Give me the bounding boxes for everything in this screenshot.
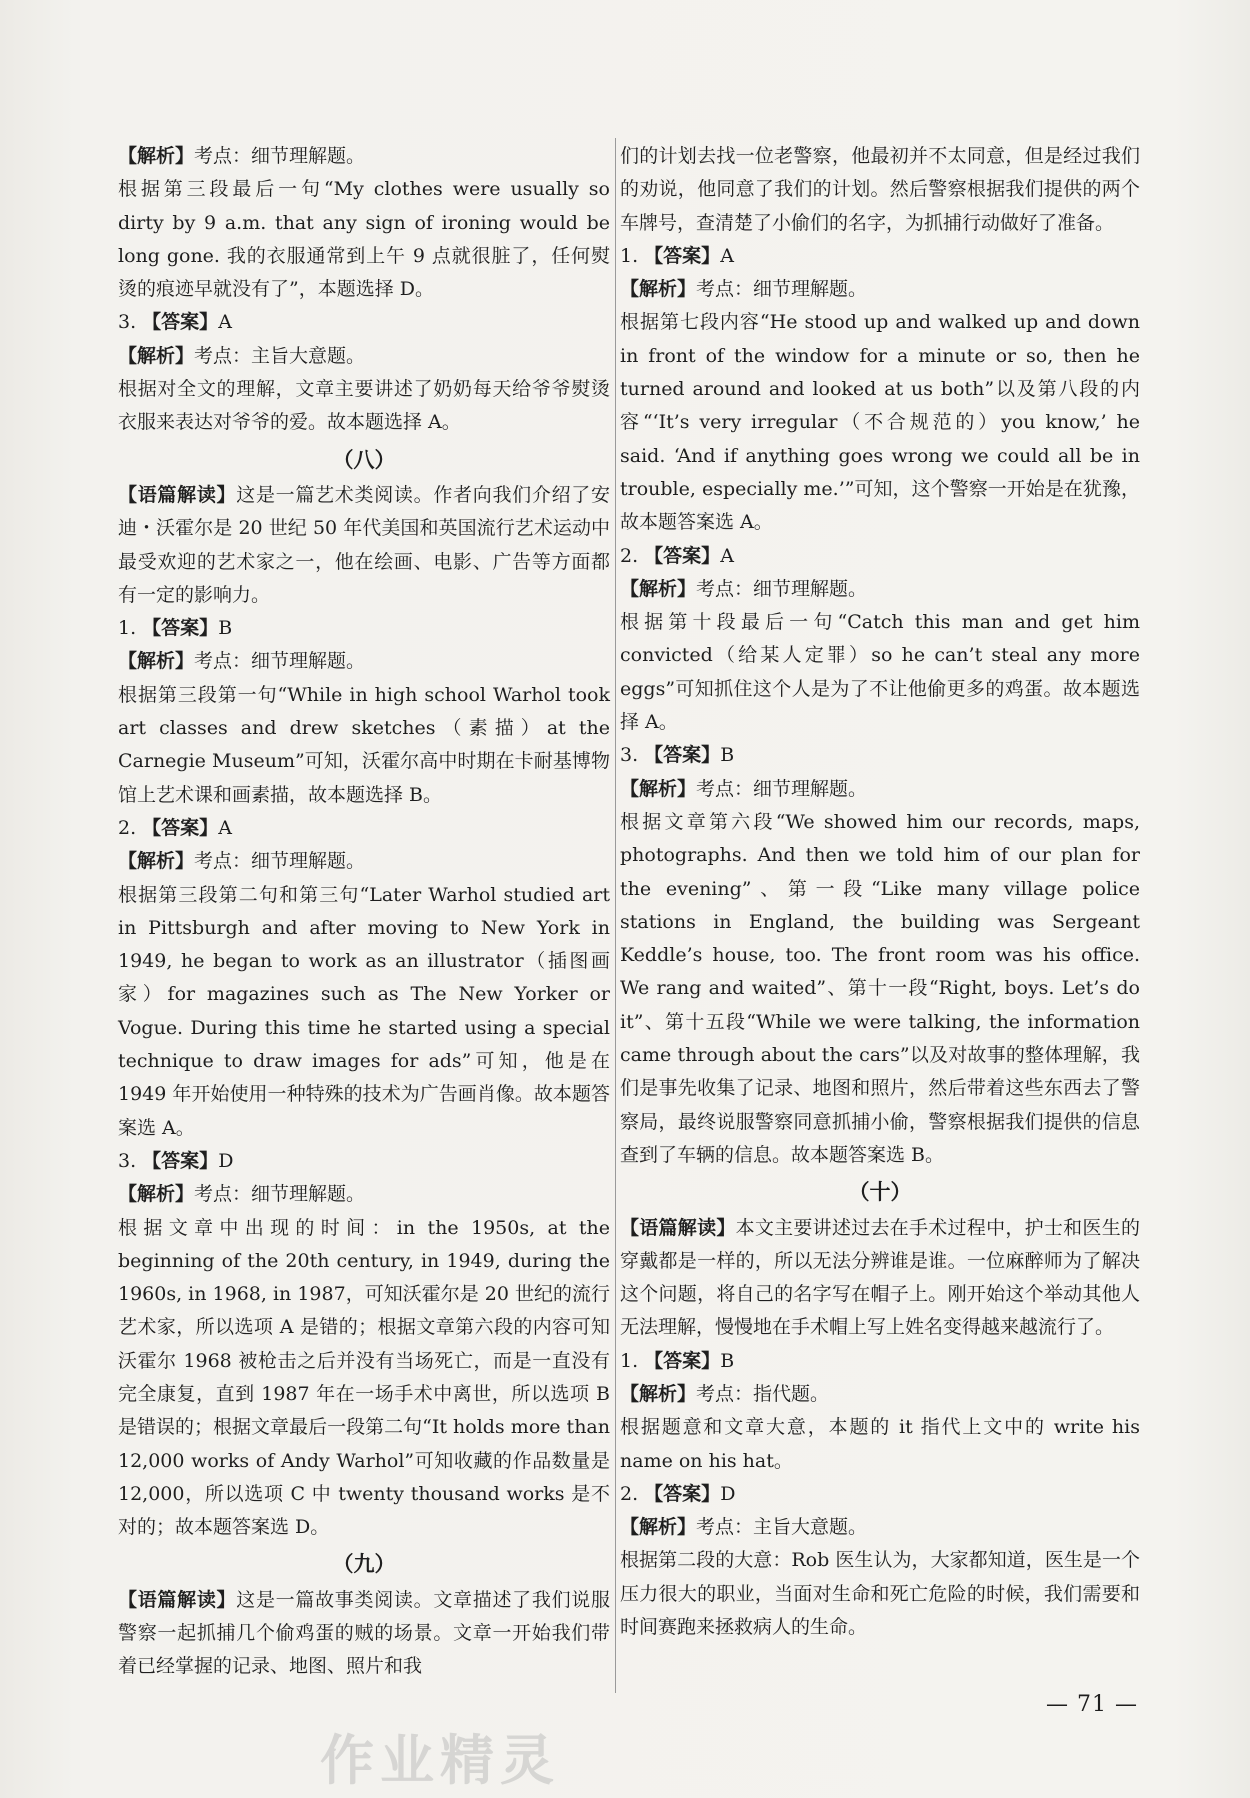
paragraph-text: B bbox=[720, 744, 735, 767]
paragraph bbox=[118, 1145, 610, 1178]
paragraph-text: B bbox=[720, 1349, 735, 1372]
paragraph-text: 根据第三段第一句“While in high school Warhol took art classes and drew sketches（素描）at the Carnegie Museum”可知，沃霍尔高中时期在卡耐基博物馆上艺术课和画素描，故本题选择 B。 bbox=[118, 683, 610, 806]
paragraph-text: 这是一篇故事类阅读。文章描述了我们说服警察一起抓捕几个偷鸡蛋的贼的场景。文章一开始我们带着已经掌握的记录、地图、照片和我 bbox=[118, 1588, 610, 1678]
paragraph-text: 根据第三段最后一句“My clothes were usually so dirty by 9 a.m. that any sign of ironing would be long gone. 我的衣服通常到上午 9 点就很脏了，任何熨烫的痕迹早就没有了”，本题选择 D。 bbox=[118, 178, 610, 301]
bracket-label: 【解析】 bbox=[118, 145, 195, 167]
bracket-label: 【解析】 bbox=[620, 577, 697, 600]
bracket-label: 【解析】 bbox=[118, 850, 195, 873]
right-column bbox=[620, 140, 1140, 1644]
bracket-label: 【答案】 bbox=[142, 617, 219, 640]
paragraph bbox=[620, 306, 1140, 539]
paragraph-text: 2. bbox=[118, 816, 143, 839]
paragraph bbox=[118, 306, 610, 339]
paragraph bbox=[620, 1478, 1140, 1511]
paragraph-text: 考点：指代题。 bbox=[696, 1382, 830, 1405]
bracket-label: 【语篇解读】 bbox=[118, 1588, 237, 1611]
left-column bbox=[118, 140, 610, 1684]
paragraph-text: 考点：细节理解题。 bbox=[696, 777, 868, 800]
paragraph bbox=[620, 1511, 1140, 1544]
paragraph bbox=[118, 612, 610, 645]
bracket-label: 【解析】 bbox=[620, 1382, 697, 1405]
paragraph bbox=[118, 879, 610, 1145]
bracket-label: 【解析】 bbox=[118, 650, 195, 673]
paragraph-text: 根据题意和文章大意，本题的 it 指代上文中的 write his name on his hat。 bbox=[620, 1416, 1140, 1472]
paragraph bbox=[118, 845, 610, 878]
paragraph-text: 这是一篇艺术类阅读。作者向我们介绍了安迪・沃霍尔是 20 世纪 50 年代美国和英国流行艺术运动中最受欢迎的艺术家之一，他在绘画、电影、广告等方面都有一定的影响力。 bbox=[118, 483, 610, 606]
paragraph-text: A bbox=[218, 816, 232, 839]
paragraph-text: 考点：主旨大意题。 bbox=[696, 1516, 868, 1539]
paragraph bbox=[620, 1345, 1140, 1378]
paragraph-text: 根据第三段第二句和第三句“Later Warhol studied art in Pittsburgh and after moving to New York in 1949, he began to work as an illustrator（插图画家）for magazines such as The New Yorker or Vogue. During this time he started using a special technique to draw images for ads”可知，他是在 1949 年开始使用一种特殊的技术为广告画肖像。故本题答案选 A。 bbox=[118, 883, 610, 1139]
paragraph bbox=[118, 479, 610, 612]
bracket-label: 【答案】 bbox=[142, 311, 219, 334]
paragraph bbox=[620, 240, 1140, 273]
bracket-label: 【解析】 bbox=[118, 344, 195, 367]
paragraph-text: 根据第二段的大意：Rob 医生认为，大家都知道，医生是一个压力很大的职业，当面对生命和死亡危险的时候，我们需要和时间赛跑来拯救病人的生命。 bbox=[620, 1549, 1140, 1639]
paragraph bbox=[620, 806, 1140, 1172]
bracket-label: 【解析】 bbox=[118, 1183, 195, 1206]
paragraph-text: A bbox=[720, 244, 734, 267]
paragraph bbox=[620, 773, 1140, 806]
paragraph bbox=[118, 373, 610, 440]
paragraph-text: 3. bbox=[620, 744, 645, 767]
paragraph bbox=[620, 273, 1140, 306]
bracket-label: 【解析】 bbox=[620, 278, 697, 301]
paragraph-text: 本文主要讲述过去在手术过程中，护士和医生的穿戴都是一样的，所以无法分辨谁是谁。一位麻醉师为了解决这个问题，将自己的名字写在帽子上。刚开始这个举动其他人无法理解，慢慢地在手术帽上写上姓名变得越来越流行了。 bbox=[620, 1216, 1140, 1339]
bracket-label: 【答案】 bbox=[644, 744, 721, 767]
paragraph-text: A bbox=[218, 311, 232, 334]
paragraph-text: 根据第七段内容“He stood up and walked up and down in front of the window for a minute or so, then he turned around and looked at us both”以及第八段的内容“‘It’s very irregular（不合规范的）you know,’ he said. ‘And if anything goes wrong we could all be in trouble, especially me.’”可知，这个警察一开始是在犹豫，故本题答案选 A。 bbox=[620, 311, 1140, 534]
paragraph-text: 们的计划去找一位老警察，他最初并不太同意，但是经过我们的劝说，他同意了我们的计划。然后警察根据我们提供的两个车牌号，查清楚了小偷们的名字，为抓捕行动做好了准备。 bbox=[620, 145, 1140, 234]
paragraph bbox=[118, 340, 610, 373]
paragraph-text: 1. bbox=[620, 1349, 645, 1372]
bracket-label: 【答案】 bbox=[644, 544, 721, 567]
paragraph-text: 根据文章第六段“We showed him our records, maps, photographs. And then we told him of our plan for the evening”、第一段“Like many village police stations in England, the building was Sergeant Keddle’s house, too. The front room was his office. We rang and waited”、第十一段“Right, boys. Let’s do it”、第十五段“While we were talking, the information came through about the cars”以及对故事的整体理解，我们是事先收集了记录、地图和照片，然后带着这些东西去了警察局，最终说服警察同意抓捕小偷，警察根据我们提供的信息查到了车辆的信息。故本题答案选 B。 bbox=[620, 810, 1140, 1166]
paragraph-text: 根据对全文的理解，文章主要讲述了奶奶每天给爷爷熨烫衣服来表达对爷爷的爱。故本题选择 A。 bbox=[118, 378, 610, 434]
section-heading: （八） bbox=[332, 446, 396, 472]
column-divider bbox=[615, 138, 616, 1693]
watermark: 作业精灵 bbox=[320, 1728, 560, 1792]
bracket-label: 【语篇解读】 bbox=[118, 483, 237, 506]
paragraph-text: 1. bbox=[620, 244, 645, 267]
paragraph bbox=[620, 1411, 1140, 1478]
bracket-label: 【答案】 bbox=[142, 816, 219, 839]
bracket-label: 【答案】 bbox=[142, 1149, 219, 1172]
paragraph bbox=[620, 606, 1140, 739]
section-heading: （十） bbox=[848, 1179, 912, 1205]
paragraph-text: 考点：细节理解题。 bbox=[194, 650, 366, 673]
paragraph bbox=[620, 140, 1140, 240]
paragraph-text: 3. bbox=[118, 1149, 143, 1172]
paragraph-text: A bbox=[720, 544, 734, 567]
paragraph bbox=[620, 739, 1140, 772]
paragraph-text: 考点：细节理解题。 bbox=[194, 1183, 366, 1206]
paragraph-text: 考点：细节理解题。 bbox=[696, 278, 868, 301]
paragraph-text: 3. bbox=[118, 311, 143, 334]
paragraph bbox=[620, 573, 1140, 606]
paragraph bbox=[620, 1212, 1140, 1345]
paragraph-text: D bbox=[218, 1149, 234, 1172]
paragraph-text: 2. bbox=[620, 1482, 645, 1505]
paragraph-text: 根据第十段最后一句“Catch this man and get him convicted（给某人定罪）so he can’t steal any more eggs”可知抓住这个人是为了不让他偷更多的鸡蛋。故本题选择 A。 bbox=[620, 611, 1140, 734]
paragraph bbox=[118, 140, 610, 173]
paragraph bbox=[118, 812, 610, 845]
paragraph bbox=[620, 1378, 1140, 1411]
bracket-label: 【解析】 bbox=[620, 777, 697, 800]
paragraph-text: 2. bbox=[620, 544, 645, 567]
paragraph bbox=[118, 173, 610, 306]
paragraph bbox=[118, 1178, 610, 1211]
paragraph bbox=[118, 1212, 610, 1545]
paragraph bbox=[620, 540, 1140, 573]
paragraph-text: 1. bbox=[118, 617, 143, 640]
paragraph bbox=[118, 679, 610, 812]
paragraph bbox=[118, 1584, 610, 1684]
paragraph bbox=[118, 645, 610, 678]
bracket-label: 【答案】 bbox=[644, 1349, 721, 1372]
bracket-label: 【答案】 bbox=[644, 1482, 721, 1505]
paragraph-text: 根据文章中出现的时间：in the 1950s, at the beginning of the 20th century, in 1949, during the 1960s, in 1968, in 1987，可知沃霍尔是 20 世纪的流行艺术家，所以选项 A 是错的；根据文章第六段的内容可知沃霍尔 1968 被枪击之后并没有当场死亡，而是一直没有完全康复，直到 1987 年在一场手术中离世，所以选项 B 是错误的；根据文章最后一段第二句“It holds more than 12,000 works of Andy Warhol”可知收藏的作品数量是 12,000，所以选项 C 中 twenty thousand works 是不对的；故本题答案选 D。 bbox=[118, 1216, 610, 1539]
bracket-label: 【答案】 bbox=[644, 244, 721, 267]
bracket-label: 【解析】 bbox=[620, 1516, 697, 1539]
paragraph-text: 考点：细节理解题。 bbox=[696, 577, 868, 600]
paragraph-text: 考点：主旨大意题。 bbox=[194, 344, 366, 367]
page-number: — 71 — bbox=[1046, 1692, 1138, 1717]
paragraph-text: 考点：细节理解题。 bbox=[194, 145, 366, 167]
paragraph-text: 考点：细节理解题。 bbox=[194, 850, 366, 873]
paragraph-text: D bbox=[720, 1482, 736, 1505]
paragraph bbox=[620, 1544, 1140, 1644]
section-heading: （九） bbox=[332, 1551, 396, 1577]
paragraph-text: B bbox=[218, 617, 233, 640]
bracket-label: 【语篇解读】 bbox=[620, 1216, 736, 1239]
